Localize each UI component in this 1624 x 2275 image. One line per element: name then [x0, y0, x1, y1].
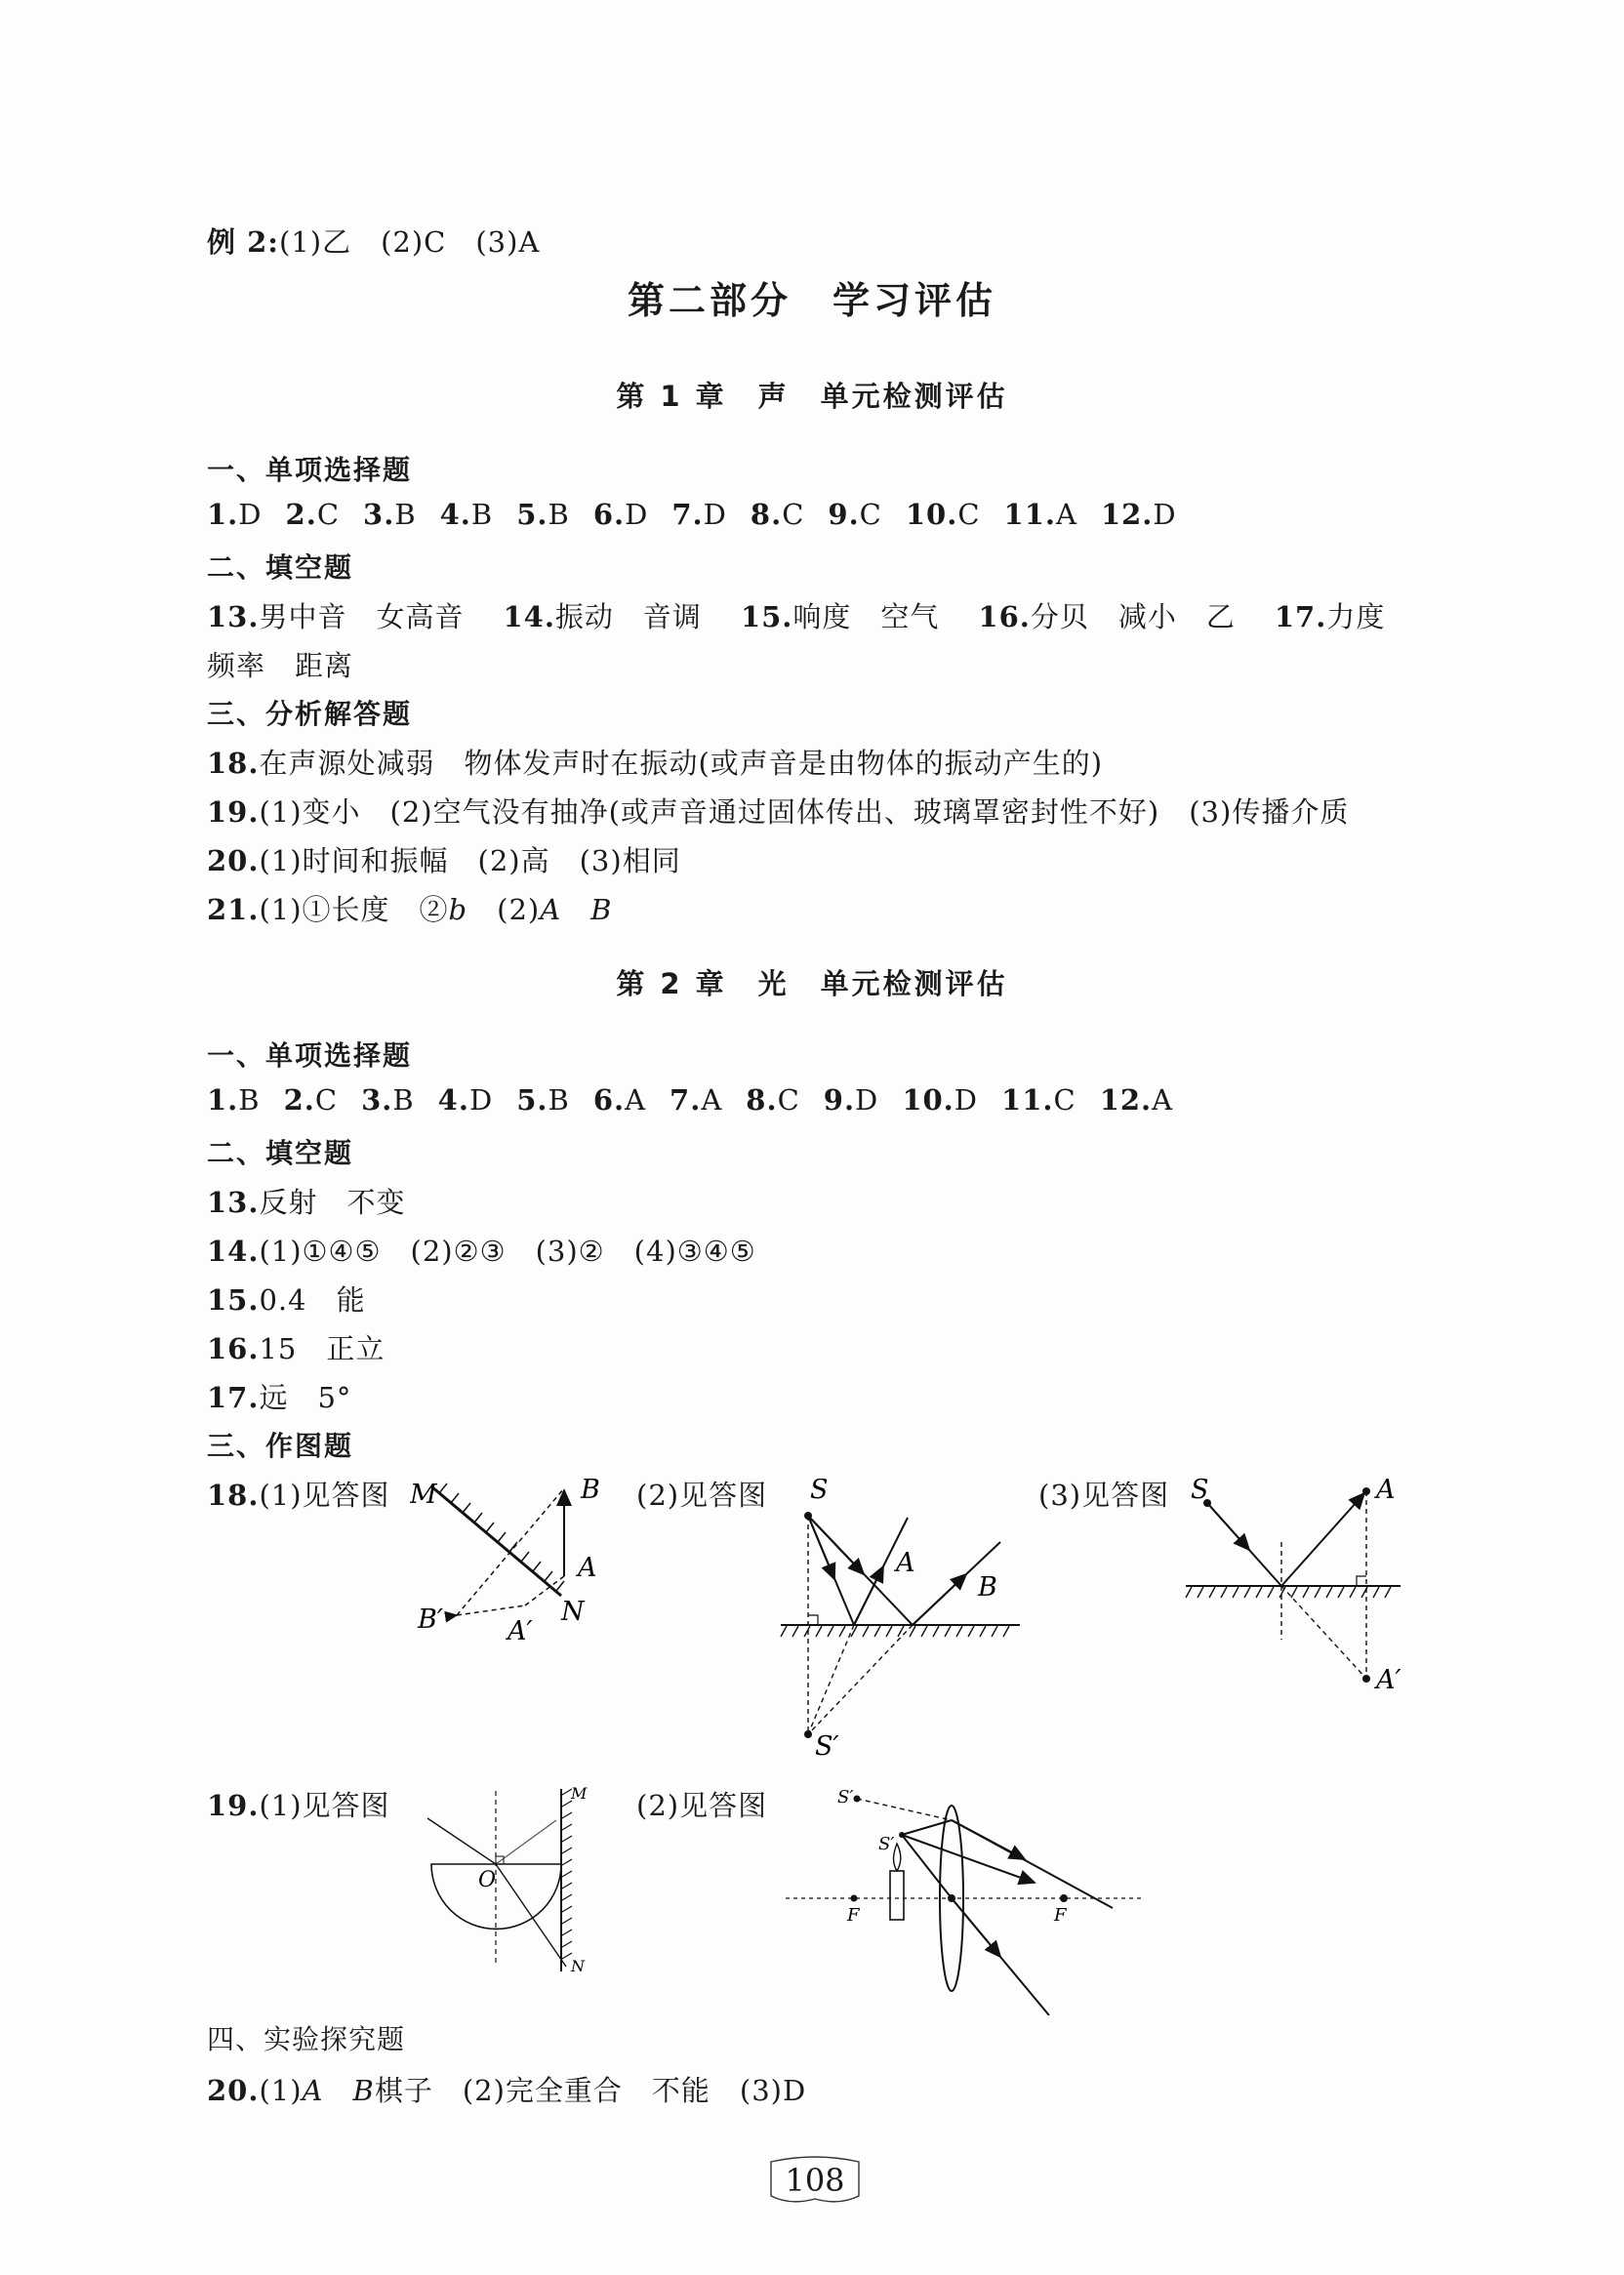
ch2-q16-line — [207, 1327, 385, 1367]
q17-answer: 力度 — [1326, 600, 1386, 633]
label-A: A — [1376, 1475, 1396, 1505]
label-M: M — [410, 1480, 437, 1510]
mc-answer: C — [777, 1083, 800, 1117]
ch1-section-3: 三、分析解答题 — [207, 698, 413, 730]
mc-answer: B — [392, 1083, 415, 1117]
fig18-1-caption: (1)见答图 — [259, 1479, 390, 1512]
q18-num: 18. — [207, 747, 260, 780]
label-A-prime: A′ — [508, 1616, 533, 1646]
mc-answer: C — [316, 498, 341, 531]
label-N: N — [561, 1597, 585, 1627]
mc-question-number: 9. — [823, 1083, 856, 1117]
ch2-section-3: 三、作图题 — [207, 1430, 354, 1462]
q21-num: 21. — [207, 893, 260, 926]
q16-answer: 15 正立 — [259, 1332, 386, 1365]
mc-question-number: 1. — [207, 1083, 239, 1117]
mc-question-number: 2. — [283, 1083, 315, 1117]
q20-num: 20. — [207, 844, 260, 877]
ch1-q21-line — [207, 888, 612, 928]
example-answer: (1)乙 (2)C (3)A — [278, 225, 541, 259]
mc-answer: D — [625, 498, 649, 531]
ch1-mc-answers — [207, 498, 1177, 531]
page-number-text: 108 — [785, 2162, 845, 2199]
q18-num: 18. — [207, 1479, 260, 1512]
q19-answer: (1)变小 (2)空气没有抽净(或声音通过固体传出、玻璃罩密封性不好) (3)传播介质 — [259, 795, 1350, 829]
ch1-fill-line-1 — [207, 595, 1385, 635]
ch1-q20-line — [207, 839, 681, 879]
q14-num: 14. — [207, 1235, 260, 1268]
mc-answer: C — [957, 498, 981, 531]
mc-question-number: 8. — [746, 1083, 778, 1117]
label-O: O — [478, 1868, 497, 1892]
q19-num: 19. — [207, 795, 260, 829]
ch1-q19-line — [207, 791, 1349, 831]
figure-19-2 — [781, 1781, 1152, 2015]
q13-answer: 男中音 女高音 — [259, 600, 465, 633]
q21-answer-d: A B — [540, 893, 613, 926]
ch2-q17-line — [207, 1376, 351, 1416]
ch2-q15-line — [207, 1279, 366, 1319]
mc-question-number: 10. — [905, 498, 958, 531]
ch2-q18-line — [207, 1474, 390, 1514]
mc-answer: A — [625, 1083, 647, 1117]
mc-answer: B — [548, 498, 570, 531]
label-S-prime: S′ — [815, 1731, 839, 1762]
q15-num: 15. — [740, 600, 793, 633]
mc-question-number: 5. — [516, 498, 548, 531]
label-N: N — [571, 1957, 585, 1975]
q21-answer-a: (1)①长度 ② — [259, 893, 449, 926]
q20-answer-a: (1) — [259, 2074, 303, 2107]
mc-question-number: 6. — [592, 1083, 626, 1117]
mc-answer: B — [548, 1083, 570, 1117]
figure-18-3 — [1176, 1474, 1420, 1708]
label-S-prime-mid: S′ — [878, 1834, 895, 1854]
mc-answer: D — [703, 498, 727, 531]
mc-answer: C — [782, 498, 805, 531]
mc-question-number: 12. — [1100, 498, 1154, 531]
mc-question-number: 5. — [516, 1083, 548, 1117]
q21-answer-c: (2) — [467, 893, 541, 926]
q14-answer: 振动 音调 — [554, 600, 702, 633]
label-B: B — [581, 1475, 600, 1505]
label-F-right: F — [1054, 1905, 1067, 1926]
q21-answer-b: b — [448, 893, 468, 926]
ch1-section-1: 一、单项选择题 — [207, 454, 413, 486]
mc-question-number: 11. — [1003, 498, 1056, 531]
mc-answer: C — [314, 1083, 339, 1117]
ch2-section-4: 四、实验探究题 — [207, 2023, 406, 2055]
example-2-line — [207, 221, 540, 261]
ch1-q18-line — [207, 742, 1103, 782]
ch2-q20-line — [207, 2069, 806, 2109]
label-S: S — [1191, 1475, 1209, 1505]
q20-answer: (1)时间和振幅 (2)高 (3)相同 — [259, 844, 681, 877]
q15-answer: 响度 空气 — [792, 600, 940, 633]
fig19-2-caption: (2)见答图 — [636, 1789, 768, 1822]
q17-num: 17. — [1274, 600, 1327, 633]
ch2-q13-line — [207, 1181, 405, 1221]
mc-question-number: 7. — [671, 498, 704, 531]
label-S-prime-top: S′ — [837, 1787, 854, 1808]
q17-answer: 远 5° — [259, 1381, 352, 1414]
mc-question-number: 3. — [361, 1083, 393, 1117]
ch1-section-2: 二、填空题 — [207, 551, 354, 584]
label-F-left: F — [847, 1905, 860, 1926]
chapter-2-title: 第 2 章 光 单元检测评估 — [616, 967, 1008, 1000]
mc-answer: C — [1053, 1083, 1076, 1117]
mc-question-number: 11. — [1001, 1083, 1054, 1117]
q13-answer: 反射 不变 — [259, 1186, 406, 1219]
q19-num: 19. — [207, 1789, 260, 1822]
q16-num: 16. — [207, 1332, 260, 1365]
q13-num: 13. — [207, 1186, 260, 1219]
q16-num: 16. — [978, 600, 1031, 633]
q14-num: 14. — [503, 600, 555, 633]
figure-18-2 — [771, 1479, 1054, 1762]
q20-answer-c: 棋子 (2)完全重合 不能 (3)D — [374, 2074, 807, 2107]
fig18-2-caption: (2)见答图 — [636, 1479, 768, 1512]
mc-question-number: 4. — [437, 1083, 469, 1117]
mc-question-number: 9. — [828, 498, 860, 531]
fig18-3-caption: (3)见答图 — [1038, 1479, 1170, 1512]
ch2-q14-line — [207, 1230, 756, 1270]
label-A-prime: A′ — [1376, 1665, 1401, 1695]
mc-answer: A — [1055, 498, 1077, 531]
figure-19-1 — [420, 1781, 605, 1976]
mc-answer: D — [238, 498, 263, 531]
q15-num: 15. — [207, 1283, 260, 1317]
q14-answer: (1)①④⑤ (2)②③ (3)② (4)③④⑤ — [259, 1235, 756, 1268]
ch2-section-2: 二、填空题 — [207, 1137, 354, 1169]
q16-answer: 分贝 减小 乙 — [1030, 600, 1236, 633]
figure-18-1 — [410, 1469, 625, 1654]
mc-question-number: 1. — [207, 498, 239, 531]
mc-answer: A — [1152, 1083, 1174, 1117]
label-A: A — [896, 1548, 915, 1578]
mc-answer: B — [238, 1083, 261, 1117]
q20-num: 20. — [207, 2074, 260, 2107]
mc-question-number: 10. — [902, 1083, 954, 1117]
q17-num: 17. — [207, 1381, 260, 1414]
q13-num: 13. — [207, 600, 260, 633]
mc-answer: B — [394, 498, 417, 531]
ch2-q19-line — [207, 1784, 390, 1824]
mc-answer: D — [954, 1083, 979, 1117]
fig19-1-caption: (1)见答图 — [259, 1789, 390, 1822]
label-B-prime: B′ — [418, 1605, 443, 1635]
example-label: 例 2: — [207, 225, 279, 259]
mc-question-number: 8. — [750, 498, 783, 531]
label-S: S — [810, 1479, 829, 1505]
mc-question-number: 6. — [592, 498, 626, 531]
page-number — [761, 2152, 869, 2211]
ch2-mc-answers — [207, 1083, 1173, 1117]
q15-answer: 0.4 能 — [259, 1283, 366, 1317]
mc-answer: D — [468, 1083, 494, 1117]
mc-answer: B — [470, 498, 494, 531]
mc-question-number: 12. — [1099, 1083, 1153, 1117]
label-M: M — [571, 1784, 588, 1803]
mc-answer: A — [701, 1083, 723, 1117]
mc-question-number: 4. — [439, 498, 471, 531]
chapter-1-title: 第 1 章 声 单元检测评估 — [616, 380, 1008, 413]
mc-answer: D — [1153, 498, 1177, 531]
mc-question-number: 3. — [363, 498, 395, 531]
mc-answer: C — [859, 498, 882, 531]
mc-question-number: 7. — [670, 1083, 702, 1117]
label-B: B — [978, 1572, 997, 1603]
q20-answer-b: A B — [302, 2074, 375, 2107]
mc-answer: D — [855, 1083, 879, 1117]
label-A: A — [578, 1553, 597, 1583]
ch1-fill-line-2: 频率 距离 — [207, 649, 354, 682]
part-title: 第二部分 学习评估 — [627, 278, 996, 322]
mc-question-number: 2. — [285, 498, 317, 531]
ch2-section-1: 一、单项选择题 — [207, 1039, 413, 1072]
q18-answer: 在声源处减弱 物体发声时在振动(或声音是由物体的振动产生的) — [259, 747, 1104, 780]
